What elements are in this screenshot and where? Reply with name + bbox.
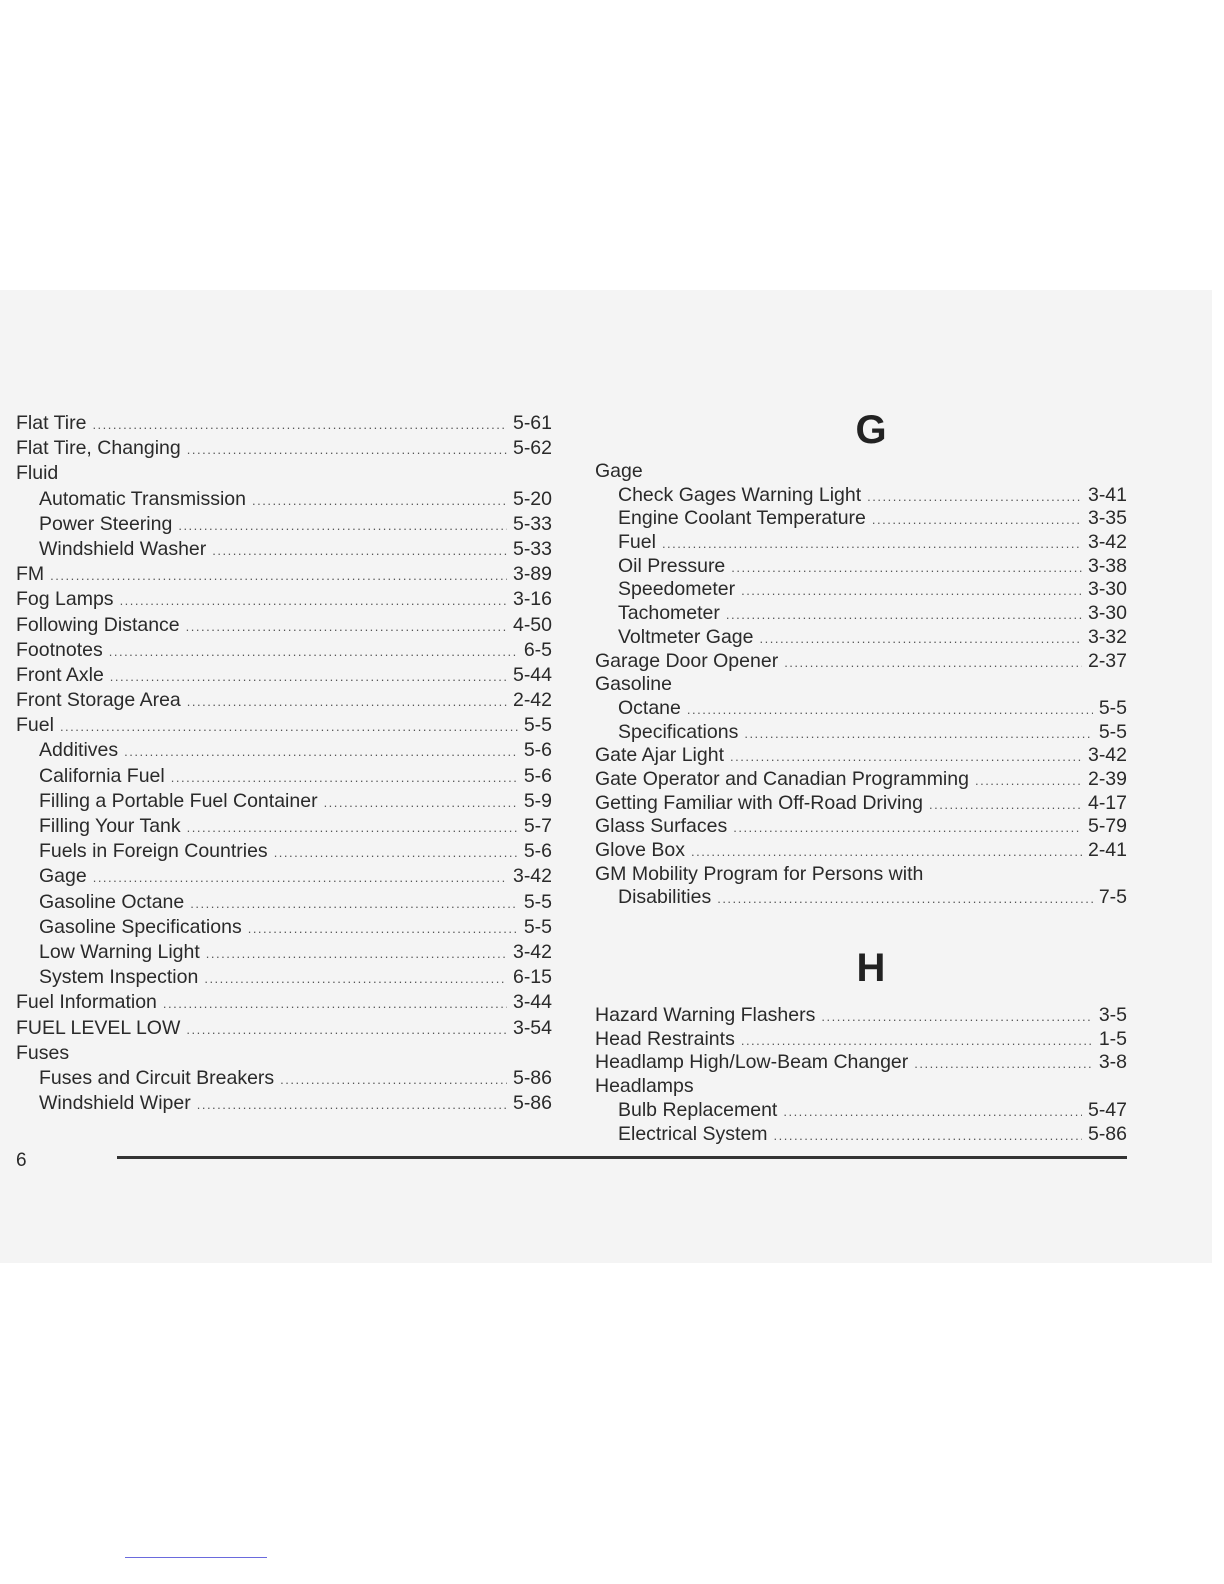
entry-page-ref: 5-33: [512, 512, 552, 535]
entry-page-ref: 5-5: [1098, 696, 1127, 719]
index-entry[interactable]: [16, 713, 552, 738]
index-entry[interactable]: [16, 663, 552, 688]
leader-dots: [731, 556, 1082, 579]
leader-dots: [93, 865, 507, 889]
footer-rule: [117, 1156, 1127, 1159]
entry-label: Fuel Information: [16, 991, 157, 1014]
entry-page-ref: 3-30: [1087, 602, 1127, 625]
index-entry[interactable]: [16, 638, 552, 663]
index-entry[interactable]: [595, 1099, 1127, 1123]
leader-dots: [50, 563, 507, 587]
index-entry[interactable]: [595, 744, 1127, 768]
entry-page-ref: 5-33: [512, 537, 552, 560]
entry-label: Gasoline Octane: [39, 890, 185, 913]
leader-dots: [92, 412, 507, 436]
leader-dots: [872, 508, 1082, 531]
entry-label: System Inspection: [39, 966, 199, 989]
entry-label: Gate Operator and Canadian Programming: [595, 767, 969, 790]
leader-dots: [744, 722, 1092, 745]
leader-dots: [914, 1052, 1093, 1075]
index-entry[interactable]: [16, 613, 552, 638]
index-entry[interactable]: [16, 1066, 552, 1091]
entry-label: Gate Ajar Light: [595, 744, 724, 767]
entry-label: Hazard Warning Flashers: [595, 1004, 816, 1027]
entry-label: Glove Box: [595, 839, 685, 861]
entry-page-ref: 5-7: [523, 815, 552, 837]
leader-dots: [60, 714, 518, 738]
entry-page-ref: 5-20: [512, 487, 552, 510]
entry-label: GM Mobility Program for Persons with: [595, 862, 924, 885]
index-entry[interactable]: [16, 764, 552, 789]
index-entry[interactable]: [16, 688, 552, 713]
index-column-right: [595, 408, 1127, 1146]
index-entry[interactable]: [595, 555, 1127, 579]
entry-label: Fuels in Foreign Countries: [39, 840, 268, 863]
entry-label: Tachometer: [618, 602, 720, 625]
page-number: 6: [16, 1150, 27, 1171]
leader-dots: [691, 840, 1082, 863]
index-entry[interactable]: [595, 815, 1127, 839]
index-entry[interactable]: [595, 1075, 1127, 1099]
entry-label: Fuses: [16, 1041, 70, 1064]
index-entry[interactable]: [16, 411, 552, 436]
entry-label: Headlamps: [595, 1075, 694, 1098]
leader-dots: [124, 739, 518, 763]
entry-label: Bulb Replacement: [618, 1098, 778, 1121]
entry-label: Specifications: [618, 720, 739, 743]
index-entry[interactable]: [16, 461, 552, 486]
leader-dots: [821, 1005, 1092, 1028]
entry-label: Fog Lamps: [16, 588, 114, 611]
entry-page-ref: 3-44: [512, 991, 552, 1014]
entry-page-ref: 5-6: [523, 739, 552, 762]
entry-page-ref: 5-61: [512, 412, 552, 434]
entry-label: Garage Door Opener: [595, 649, 779, 672]
leader-dots: [760, 627, 1082, 650]
leader-dots: [197, 1092, 507, 1116]
leader-dots: [163, 991, 507, 1015]
leader-dots: [274, 840, 518, 864]
leader-dots: [687, 698, 1093, 721]
index-entry[interactable]: [16, 940, 552, 965]
index-entry[interactable]: [16, 814, 552, 839]
entry-page-ref: 5-5: [523, 714, 552, 737]
section-letter-g: G: [855, 408, 887, 452]
index-entry[interactable]: [16, 890, 552, 915]
index-entry[interactable]: [595, 460, 1127, 484]
leader-dots: [186, 614, 507, 638]
leader-dots: [783, 1100, 1082, 1123]
entry-page-ref: 3-42: [512, 865, 552, 888]
entry-label: Head Restraints: [595, 1027, 735, 1050]
entry-page-ref: 5-5: [523, 915, 552, 938]
leader-dots: [171, 765, 518, 789]
index-entry[interactable]: [16, 965, 552, 990]
index-entry[interactable]: [595, 1051, 1127, 1075]
entry-label: Flat Tire: [16, 412, 87, 434]
entry-label: Low Warning Light: [39, 940, 200, 963]
entry-page-ref: 3-5: [1098, 1004, 1127, 1027]
entry-page-ref: 3-42: [1087, 744, 1127, 767]
index-entry[interactable]: [16, 915, 552, 940]
entry-label: Windshield Wiper: [39, 1092, 191, 1115]
entry-page-ref: 3-8: [1098, 1051, 1127, 1074]
index-entry[interactable]: [595, 721, 1127, 745]
index-entry[interactable]: [595, 626, 1127, 650]
leader-dots: [774, 1124, 1082, 1147]
index-entry[interactable]: [16, 1091, 552, 1116]
index-entry[interactable]: [16, 587, 552, 612]
leader-dots: [733, 816, 1082, 839]
leader-dots: [726, 603, 1082, 626]
index-entry[interactable]: [595, 863, 1127, 887]
index-entry[interactable]: [16, 864, 552, 889]
index-entry[interactable]: [595, 650, 1127, 674]
leader-dots: [662, 532, 1082, 555]
index-entry[interactable]: [595, 1123, 1127, 1147]
entry-label: Fluid: [16, 462, 59, 485]
index-entry[interactable]: [595, 484, 1127, 508]
entry-label: Power Steering: [39, 512, 173, 535]
entry-label: Footnotes: [16, 638, 103, 661]
index-entry[interactable]: [16, 487, 552, 512]
index-entry[interactable]: [595, 602, 1127, 626]
index-entry[interactable]: [595, 886, 1127, 910]
entry-page-ref: 6-15: [512, 966, 552, 989]
entry-label: FM: [16, 563, 45, 586]
leader-dots: [784, 651, 1082, 674]
index-entry[interactable]: [16, 990, 552, 1015]
leader-dots: [178, 513, 507, 537]
entry-label: Gasoline Specifications: [39, 915, 242, 938]
entry-page-ref: 5-9: [523, 789, 552, 812]
leader-dots: [110, 664, 507, 688]
leader-dots: [741, 579, 1082, 602]
index-entry[interactable]: [16, 562, 552, 587]
leader-dots: [109, 639, 518, 663]
entry-label: Speedometer: [618, 578, 736, 601]
entry-label: Windshield Washer: [39, 537, 207, 560]
entry-page-ref: 6-5: [523, 638, 552, 661]
index-entry[interactable]: [595, 673, 1127, 697]
leader-dots: [190, 891, 518, 915]
entry-page-ref: 2-41: [1087, 839, 1127, 861]
entry-label: Electrical System: [618, 1122, 768, 1145]
leader-dots: [324, 790, 518, 814]
index-entry[interactable]: [595, 839, 1127, 863]
leader-dots: [280, 1067, 507, 1091]
entry-page-ref: 3-54: [512, 1016, 552, 1039]
leader-dots: [212, 538, 507, 562]
entry-page-ref: 3-35: [1087, 507, 1127, 530]
entry-page-ref: 5-79: [1087, 815, 1127, 838]
entry-page-ref: 5-44: [512, 663, 552, 686]
index-entry[interactable]: [595, 507, 1127, 531]
entry-page-ref: 3-89: [512, 563, 552, 586]
leader-dots: [187, 689, 507, 713]
entry-label: Headlamp High/Low-Beam Changer: [595, 1051, 909, 1074]
entry-label: Filling Your Tank: [39, 815, 181, 837]
entry-label: Glass Surfaces: [595, 815, 728, 838]
entry-page-ref: 3-30: [1087, 578, 1127, 601]
leader-dots: [204, 966, 507, 990]
entry-page-ref: 3-42: [1087, 531, 1127, 554]
entry-page-ref: 5-6: [523, 840, 552, 863]
entry-label: Fuel: [16, 714, 54, 737]
leader-dots: [975, 769, 1082, 792]
entry-label: Gasoline: [595, 673, 672, 696]
index-entry[interactable]: [16, 839, 552, 864]
entry-label: Fuses and Circuit Breakers: [39, 1066, 275, 1089]
entry-page-ref: 2-42: [512, 689, 552, 712]
leader-dots: [248, 916, 518, 940]
entry-page-ref: 3-16: [512, 588, 552, 611]
entry-label: Gage: [39, 865, 87, 888]
entry-label: Following Distance: [16, 613, 180, 636]
leader-dots: [252, 488, 507, 512]
index-entry[interactable]: [595, 531, 1127, 555]
entry-label: Front Axle: [16, 663, 104, 686]
entry-label: Voltmeter Gage: [618, 625, 754, 648]
entry-label: Automatic Transmission: [39, 487, 246, 510]
entry-label: Gage: [595, 460, 643, 482]
index-entry[interactable]: [16, 789, 552, 814]
index-entry[interactable]: [595, 697, 1127, 721]
entry-label: Engine Coolant Temperature: [618, 507, 866, 530]
entry-label: Filling a Portable Fuel Container: [39, 789, 318, 812]
entry-label: Check Gages Warning Light: [618, 483, 862, 506]
entry-page-ref: 4-17: [1087, 791, 1127, 814]
entry-page-ref: 5-6: [523, 764, 552, 787]
index-column-left: [16, 411, 552, 1116]
index-entry[interactable]: [16, 512, 552, 537]
entry-label: Disabilities: [618, 886, 712, 909]
index-entry[interactable]: [16, 738, 552, 763]
entry-page-ref: 5-86: [1087, 1122, 1127, 1145]
leader-dots: [717, 887, 1093, 910]
section-letter-h: H: [856, 946, 886, 991]
entry-label: Flat Tire, Changing: [16, 437, 181, 460]
section-h-entries: [595, 1004, 1127, 1146]
leader-dots: [206, 941, 507, 965]
leader-dots: [730, 745, 1082, 768]
entry-page-ref: 3-42: [512, 940, 552, 963]
entry-label: Additives: [39, 739, 119, 762]
entry-label: California Fuel: [39, 764, 165, 787]
entry-label: FUEL LEVEL LOW: [16, 1016, 181, 1039]
entry-page-ref: 5-62: [512, 437, 552, 460]
entry-page-ref: 7-5: [1098, 886, 1127, 909]
index-entry[interactable]: [595, 1028, 1127, 1052]
index-entry[interactable]: [595, 792, 1127, 816]
index-entry[interactable]: [595, 578, 1127, 602]
index-entry[interactable]: [595, 768, 1127, 792]
entry-label: Getting Familiar with Off-Road Driving: [595, 791, 923, 814]
leader-dots: [120, 588, 507, 612]
leader-dots: [186, 1017, 507, 1041]
index-entry[interactable]: [16, 436, 552, 461]
entry-label: Oil Pressure: [618, 554, 726, 577]
entry-page-ref: 5-86: [512, 1092, 552, 1115]
index-entry[interactable]: [16, 537, 552, 562]
entry-page-ref: 4-50: [512, 613, 552, 636]
index-entry[interactable]: [16, 1041, 552, 1066]
entry-label: Octane: [618, 696, 681, 719]
entry-label: Fuel: [618, 531, 656, 554]
entry-page-ref: 2-37: [1087, 649, 1127, 672]
entry-page-ref: 5-5: [1098, 720, 1127, 743]
index-entry[interactable]: [595, 1004, 1127, 1028]
entry-label: Front Storage Area: [16, 689, 181, 712]
footer-link-line: [125, 1557, 267, 1558]
leader-dots: [867, 485, 1082, 508]
leader-dots: [741, 1029, 1093, 1052]
entry-page-ref: 5-86: [512, 1066, 552, 1089]
entry-page-ref: 3-38: [1087, 554, 1127, 577]
entry-page-ref: 1-5: [1098, 1027, 1127, 1050]
entry-page-ref: 3-41: [1087, 483, 1127, 506]
entry-page-ref: 3-32: [1087, 625, 1127, 648]
section-g-entries: [595, 460, 1127, 910]
entry-page-ref: 5-5: [523, 890, 552, 913]
entry-page-ref: 2-39: [1087, 767, 1127, 790]
entry-page-ref: 5-47: [1087, 1098, 1127, 1121]
leader-dots: [929, 793, 1082, 816]
leader-dots: [187, 815, 518, 839]
leader-dots: [187, 437, 507, 461]
section-spacer: [595, 910, 1127, 944]
index-entry[interactable]: [16, 1016, 552, 1041]
